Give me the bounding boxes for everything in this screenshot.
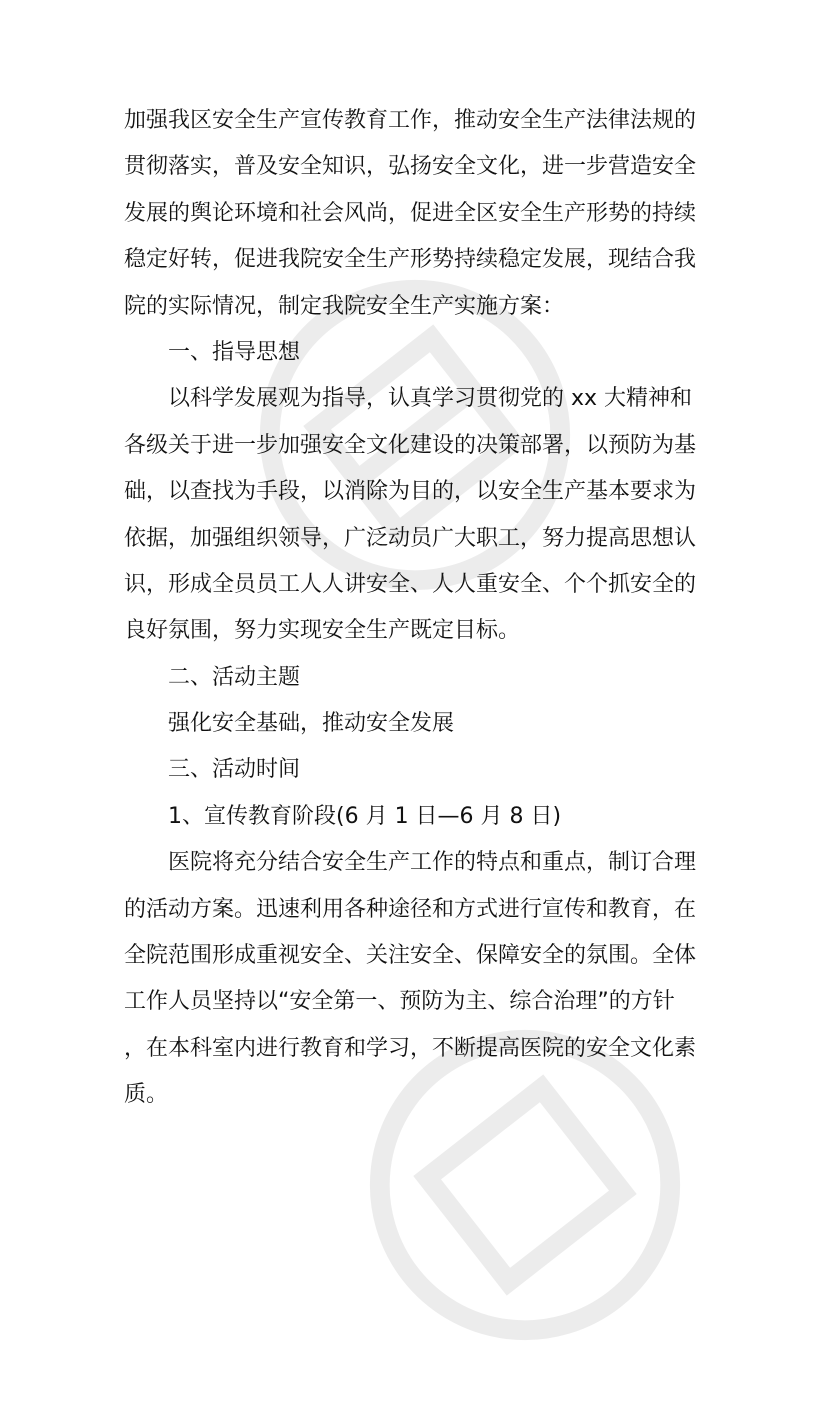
document-body [124, 98, 710, 1119]
paragraph-line: 发展的舆论环境和社会风尚，促进全区安全生产形势的持续 [124, 200, 697, 226]
paragraph-line: 良好氛围，努力实现安全生产既定目标。 [124, 618, 521, 644]
paragraph-line: 加强我区安全生产宣传教育工作，推动安全生产法律法规的 [124, 108, 697, 133]
paragraph-line: 各级关于进一步加强安全文化建设的决策部署，以预防为基 [124, 432, 697, 458]
paragraph-line: ，在本科室内进行教育和学习，不断提高医院的安全文化素 [124, 1035, 697, 1061]
paragraph-line: 工作人员坚持以“安全第一、预防为主、综合治理”的方针 [124, 989, 675, 1015]
paragraph-line: 医院将充分结合安全生产工作的特点和重点，制订合理 [168, 850, 697, 876]
paragraph-line: 全院范围形成重视安全、关注安全、保障安全的氛围。全体 [124, 943, 697, 969]
paragraph-line: 以科学发展观为指导，认真学习贯彻党的 xx 大精神和 [168, 386, 693, 412]
subsection-heading-publicity-stage: 1、宣传教育阶段(6 月 1 日—6 月 8 日) [168, 803, 562, 829]
section-heading-guiding-ideology: 一、指导思想 [168, 339, 301, 365]
paragraph-line: 础，以查找为手段，以消除为目的，以安全生产基本要求为 [124, 479, 697, 505]
paragraph-line: 院的实际情况，制定我院安全生产实施方案： [124, 293, 565, 319]
section-heading-activity-time: 三、活动时间 [168, 757, 301, 783]
paragraph-line: 稳定好转，促进我院安全生产形势持续稳定发展，现结合我 [124, 247, 697, 273]
section-heading-activity-theme: 二、活动主题 [168, 664, 301, 690]
paragraph-line: 的活动方案。迅速利用各种途径和方式进行宣传和教育，在 [124, 896, 697, 922]
activity-theme-text: 强化安全基础，推动安全发展 [168, 711, 455, 737]
paragraph-line: 依据，加强组织领导，广泛动员广大职工，努力提高思想认 [124, 525, 697, 551]
paragraph-line: 识，形成全员员工人人讲安全、人人重安全、个个抓安全的 [124, 571, 697, 597]
paragraph-line: 质。 [124, 1082, 169, 1108]
paragraph-line: 贯彻落实，普及安全知识，弘扬安全文化，进一步营造安全 [124, 154, 697, 180]
